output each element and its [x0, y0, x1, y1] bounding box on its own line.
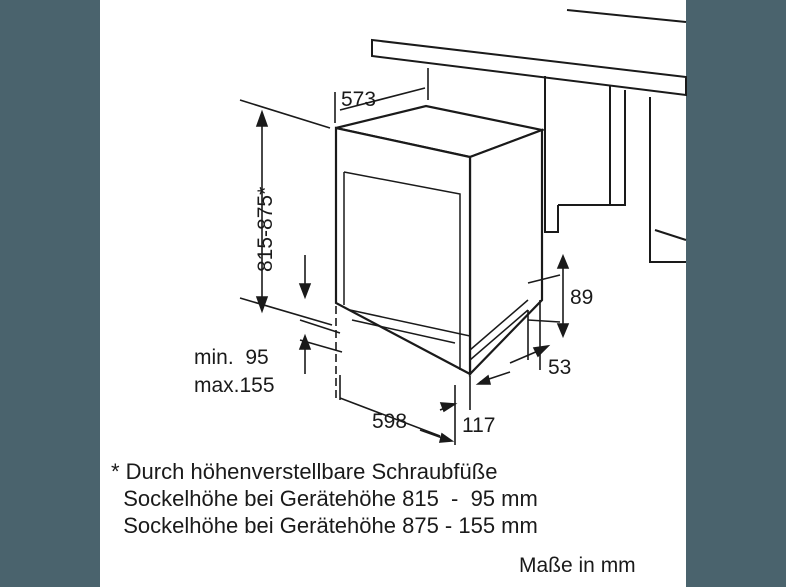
plinth-height-label: 89 — [570, 286, 594, 309]
footnote-line-2: Sockelhöhe bei Gerätehöhe 815 - 95 mm — [111, 486, 538, 511]
width-label: 598 — [372, 410, 408, 433]
depth-top-label: 573 — [341, 88, 377, 111]
footnote-line-1: * Durch höhenverstellbare Schraubfüße — [111, 459, 498, 484]
door-depth-label: 117 — [462, 414, 496, 437]
footnote — [111, 458, 671, 539]
plinth-max-label: max.155 — [194, 374, 275, 397]
height-range-label: 815-875* — [254, 186, 277, 272]
units-label: Maße in mm — [519, 554, 636, 577]
footnote-line-3: Sockelhöhe bei Gerätehöhe 875 - 155 mm — [111, 513, 538, 538]
plinth-min-label: min. 95 — [194, 346, 269, 369]
plinth-depth-label: 53 — [548, 356, 572, 379]
